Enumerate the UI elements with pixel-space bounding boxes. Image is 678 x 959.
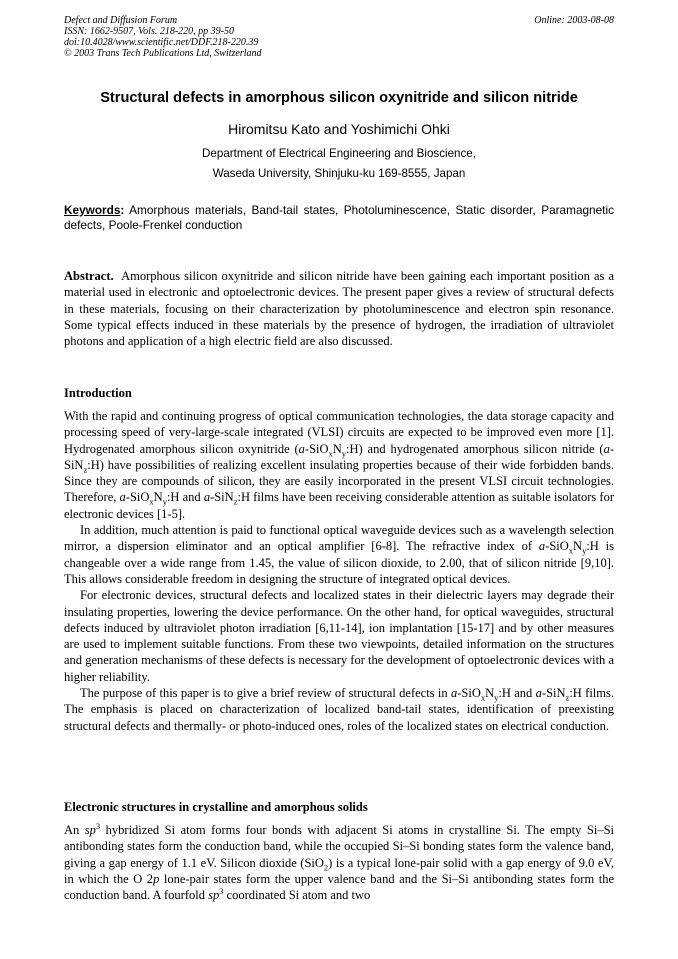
intro-paragraph-2: In addition, much attention is paid to functional optical waveguide devices such as a wavelength selection mirror, a dispersion eliminator and an optical amplifier [6-8]. The refractive index of $a-SiO_xN_y:H$ is changeable over a wide range from 1.45, the value of silicon dioxide, to 2.00, that of silicon nitride [9,10]. This allows considerable freedom in designing the structure of integrated optical devices. — [64, 523, 614, 586]
journal-issn: ISSN: 1662-9507, Vols. 218-220, pp 39-50 — [64, 26, 234, 37]
abstract — [64, 268, 614, 349]
keywords-text: Amorphous materials, Band-tail states, Photoluminescence, Static disorder, Paramagnetic defects, Poole-Frenkel conduction — [64, 203, 614, 232]
journal-name: Defect and Diffusion Forum — [64, 15, 178, 26]
abstract-label: Abstract. — [64, 269, 114, 283]
journal-header — [64, 15, 614, 59]
intro-paragraph-3: For electronic devices, structural defects and localized states in their dielectric layers may degrade their insulating properties, lowering the device performance. On the other hand, for optical waveguides, structural defects induced by ultraviolet photon irradiation [6,11-14], ion implantation [15-17] and by other measures are used to implement suitable functions. From these two viewpoints, detailed information on the structures and generation mechanisms of these defects is necessary for the development of optoelectronic devices with a higher reliability. — [64, 588, 614, 684]
section-heading-electronic-structures: Electronic structures in crystalline and amorphous solids — [64, 800, 368, 814]
abstract-text: Amorphous silicon oxynitride and silicon nitride have been gaining each important position as a material used in electronic and optoelectronic devices. The present paper gives a review of structural defects in these materials, focusing on their characterization by photoluminescence and electron spin resonance. Some typical effects induced in these materials by the presence of hydrogen, the irradiation of ultraviolet photons and application of a high electric field are also discussed. — [64, 269, 614, 349]
online-date: Online: 2003-08-08 — [534, 15, 614, 26]
paper-authors: Hiromitsu Kato and Yoshimichi Ohki — [228, 121, 450, 137]
paper-title: Structural defects in amorphous silicon oxynitride and silicon nitride — [100, 90, 578, 106]
introduction-body — [64, 408, 614, 734]
section-heading-introduction: Introduction — [64, 386, 132, 400]
electronic-structures-body — [64, 822, 614, 903]
electronic-paragraph-1: An $sp^3$ hybridized Si atom forms four bonds with adjacent Si atoms in crystalline Si. The empty Si–Si antibonding states form the conduction band, while the occupied Si–Si bonding states form the valence band, giving a gap energy of 1.1 eV. Silicon dioxide (SiO$_2$) is a typical lone-pair solid with a gap energy of 9.0 eV, in which the O 2p lone-pair states form the upper valence band and the Si–Si antibonding states form the conduction band. A fourfold $sp^3$ coordinated Si atom and two — [64, 820, 615, 903]
intro-paragraph-1: With the rapid and continuing progress of optical communication technologies, the data storage capacity and processing speed of very-large-scale integrated (VLSI) circuits are expected to be improved even more [1]. Hydrogenated amorphous silicon oxynitride $(a-SiO_xN_y:H)$ and hydrogenated amorphous silicon nitride (a-SiN$_z$:H) have possibilities of realizing excellent insulating properties because of their wide forbidden bands. Since they are compounds of silicon, they are easily incorporated in the present VLSI circuit technologies. Therefore, $a-SiO_xN_y:H$ and a-SiN$_z$:H films have been receiving considerable attention as suitable isolators for electronic devices [1-5]. — [64, 409, 614, 521]
journal-doi: doi:10.4028/www.scientific.net/DDF.218-220.39 — [64, 37, 259, 48]
journal-copyright: © 2003 Trans Tech Publications Ltd, Switzerland — [64, 48, 262, 59]
affiliation-line-1: Department of Electrical Engineering and Bioscience, — [202, 147, 476, 160]
keywords: Keywords: Amorphous materials, Band-tail states, Photoluminescence, Static disorder, Paramagnetic defects, Poole-Frenkel conduction — [64, 203, 614, 232]
affiliation-line-2: Waseda University, Shinjuku-ku 169-8555, Japan — [212, 167, 466, 180]
intro-paragraph-4: The purpose of this paper is to give a brief review of structural defects in $a-SiO_xN_y:H$ and a-SiN$_z$:H films. The emphasis is placed on characterization of localized band-tail states, identification of preexisting structural defects and thermally- or photo-induced ones, roles of the localized states on electrical conduction. — [64, 686, 614, 733]
keywords-label: Keywords — [64, 203, 121, 217]
